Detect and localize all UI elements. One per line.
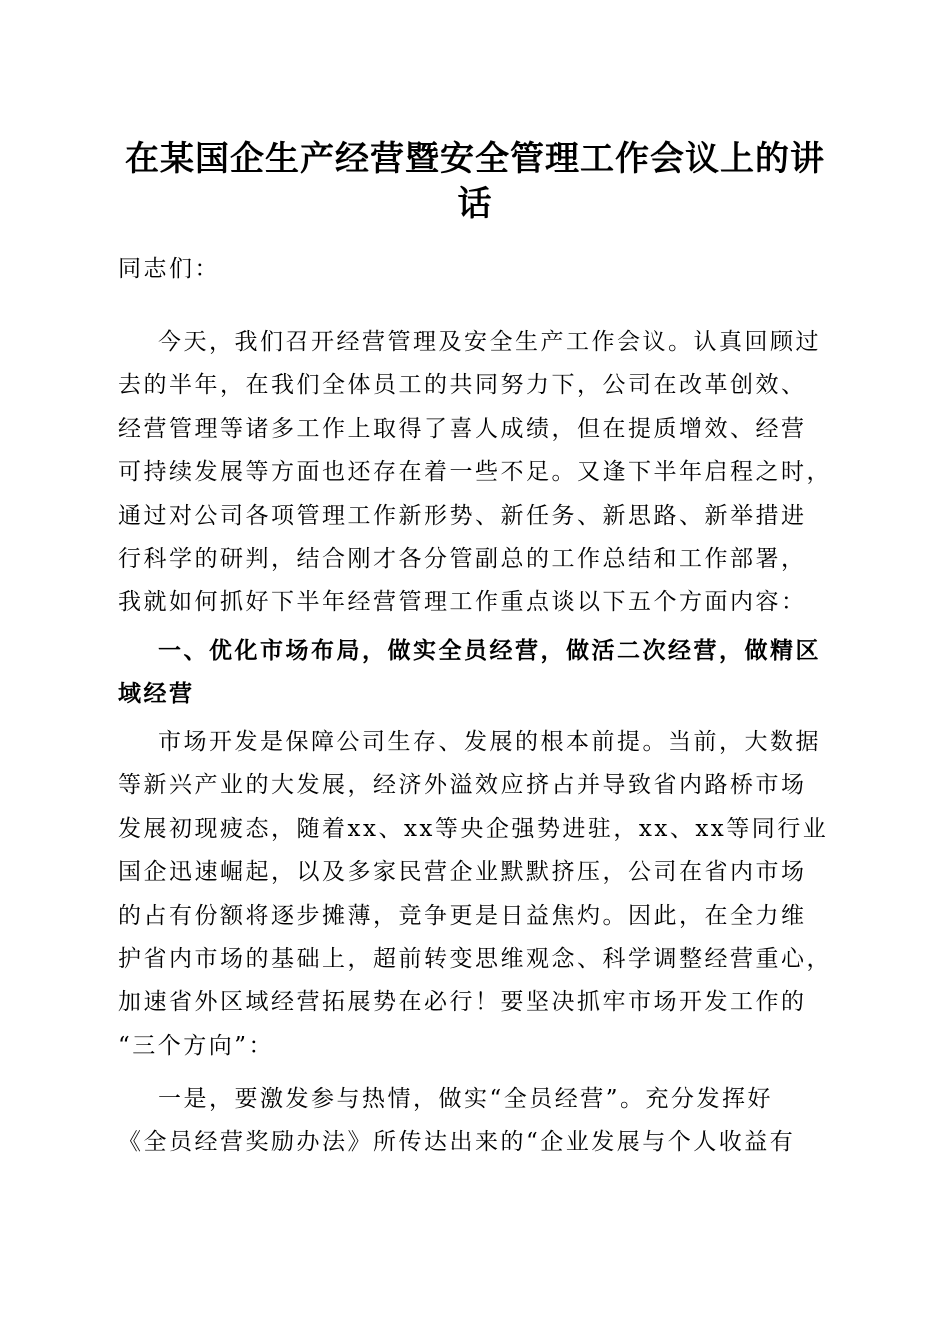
text-line: 《全员经营奖励办法》所传达出来的“企业发展与个人收益有 <box>118 1129 796 1156</box>
document-title <box>100 137 850 227</box>
text-line: 护省内市场的基础上，超前转变思维观念、科学调整经营重心， <box>118 945 832 972</box>
title-line: 话 <box>457 184 493 224</box>
text-line: 我就如何抓好下半年经营管理工作重点谈以下五个方面内容： <box>118 589 807 616</box>
text-line: 国企迅速崛起，以及多家民营企业默默挤压，公司在省内市场 <box>118 859 807 886</box>
text-line: 发展初现疲态，随着xx、xx等央企强势进驻，xx、xx等同行业 <box>118 815 829 842</box>
text-line: 市场开发是保障公司生存、发展的根本前提。当前，大数据 <box>158 729 821 755</box>
text-line: “三个方向”： <box>118 1032 275 1059</box>
paragraph-2 <box>118 721 838 1068</box>
text-line: 通过对公司各项管理工作新形势、新任务、新思路、新举措进 <box>118 502 807 529</box>
salutation-text: 同志们： <box>118 256 220 282</box>
text-line: 等新兴产业的大发展，经济外溢效应挤占并导致省内路桥市场 <box>118 772 807 799</box>
text-line: 一是，要激发参与热情，做实“全员经营”。充分发挥好 <box>158 1086 774 1112</box>
text-line: 行科学的研判，结合刚才各分管副总的工作总结和工作部署， <box>118 545 807 572</box>
heading-line: 一、优化市场布局，做实全员经营，做活二次经营，做精区 <box>158 638 821 664</box>
title-line: 在某国企生产经营暨安全管理工作会议上的讲 <box>125 139 825 179</box>
heading-line: 域经营 <box>118 681 195 708</box>
section-heading-1 <box>118 630 838 717</box>
salutation <box>118 248 838 291</box>
paragraph-3 <box>118 1078 838 1165</box>
paragraph-1 <box>118 321 838 625</box>
text-line: 今天，我们召开经营管理及安全生产工作会议。认真回顾过 <box>158 329 821 355</box>
text-line: 加速省外区域经营拓展势在必行！要坚决抓牢市场开发工作的 <box>118 989 807 1016</box>
text-line: 经营管理等诸多工作上取得了喜人成绩，但在提质增效、经营 <box>118 415 807 442</box>
text-line: 的占有份额将逐步摊薄，竞争更是日益焦灼。因此，在全力维 <box>118 902 807 929</box>
text-line: 去的半年，在我们全体员工的共同努力下，公司在改革创效、 <box>118 372 807 399</box>
text-line: 可持续发展等方面也还存在着一些不足。又逢下半年启程之时， <box>118 459 832 486</box>
